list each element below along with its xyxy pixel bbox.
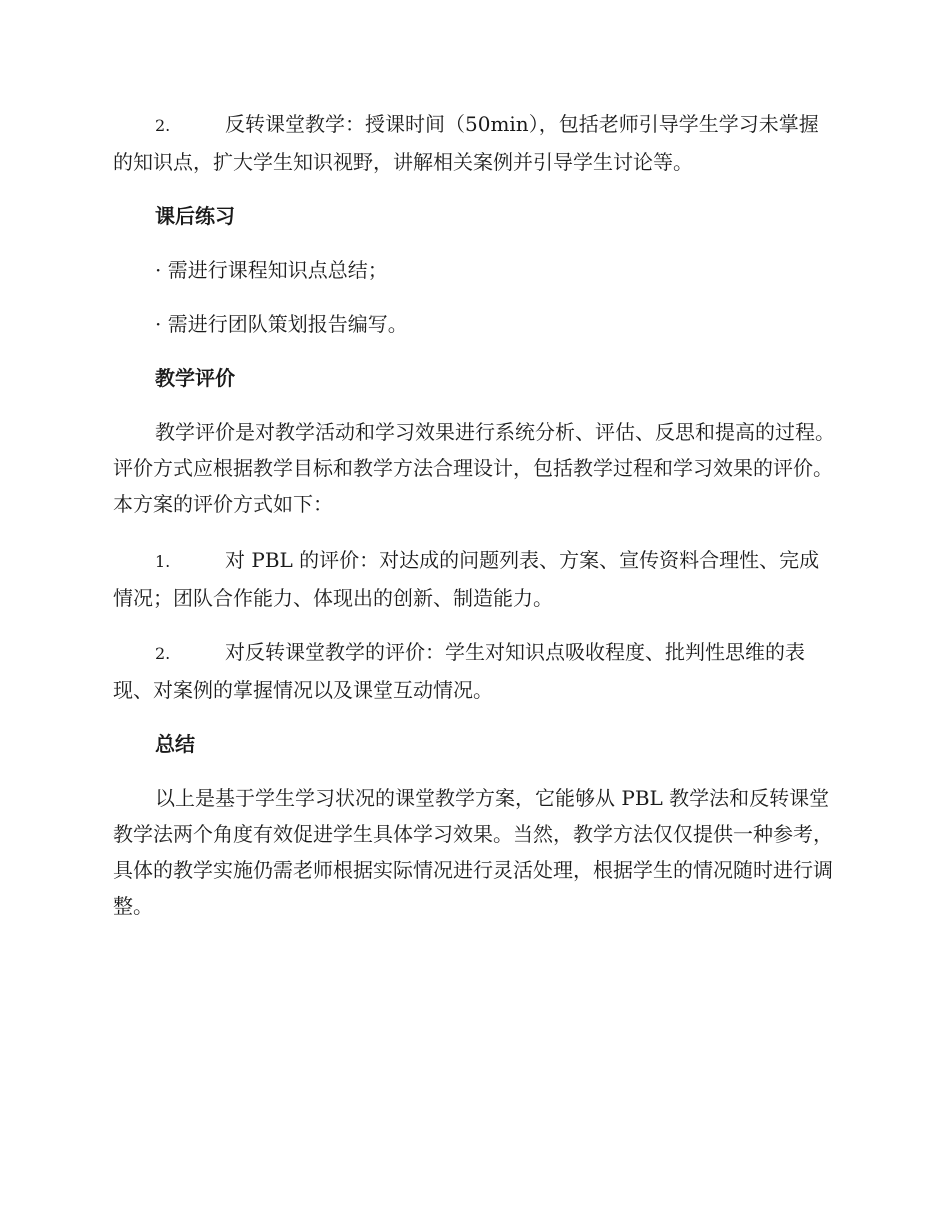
heading-summary: 总结 [155, 732, 195, 756]
document-page [113, 106, 838, 924]
list-item-text: 反转课堂教学：授课时间（50min），包括老师引导学生学习未掌握的知识点，扩大学生知识视野，讲解相关案例并引导学生讨论等。 [113, 112, 819, 174]
list-number: 2. [155, 116, 171, 135]
bullet-item: · 需进行课程知识点总结； [155, 258, 388, 282]
heading-evaluation: 教学评价 [155, 366, 235, 390]
list-item-text: 对 PBL 的评价：对达成的问题列表、方案、宣传资料合理性、完成情况；团队合作能力、体现出的创新、制造能力。 [113, 548, 820, 610]
list-item-flipped-classroom [113, 106, 838, 180]
bullet-item: · 需进行团队策划报告编写。 [155, 312, 408, 336]
evaluation-intro-paragraph: 教学评价是对教学活动和学习效果进行系统分析、评估、反思和提高的过程。评价方式应根据教学目标和教学方法合理设计，包括教学过程和学习效果的评价。本方案的评价方式如下： [113, 420, 835, 516]
list-item-flipped-evaluation [113, 634, 838, 708]
list-item-text: 对反转课堂教学的评价：学生对知识点吸收程度、批判性思维的表现、对案例的掌握情况以及课堂互动情况。 [113, 640, 805, 702]
list-number: 1. [155, 552, 171, 571]
heading-homework: 课后练习 [155, 204, 235, 228]
summary-paragraph: 以上是基于学生学习状况的课堂教学方案，它能够从 PBL 教学法和反转课堂教学法两个角度有效促进学生具体学习效果。当然，教学方法仅仅提供一种参考，具体的教学实施仍需老师根据实际情况进行灵活处理，根据学生的情况随时进行调整。 [113, 786, 833, 918]
list-number: 2. [155, 644, 171, 663]
list-item-pbl-evaluation [113, 542, 838, 616]
